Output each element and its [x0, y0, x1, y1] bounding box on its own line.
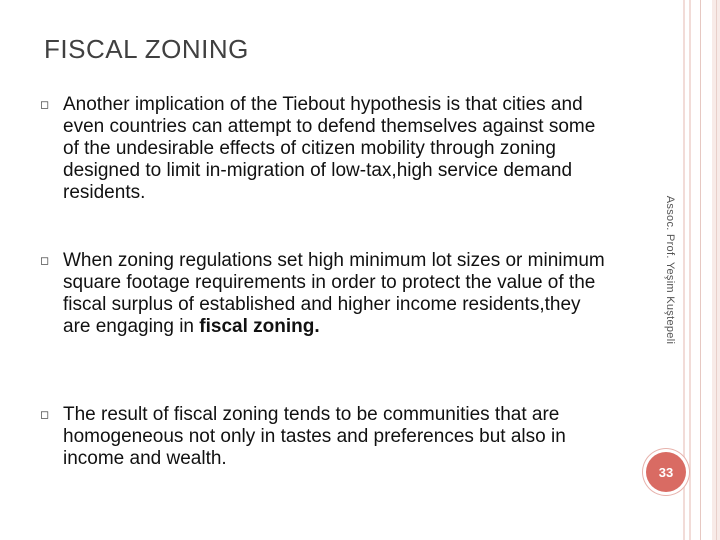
bullet-bold-term: fiscal zoning.	[199, 316, 320, 337]
slide-title: FISCAL ZONING	[44, 34, 249, 64]
decorative-border-stripe	[689, 0, 691, 540]
bullet-text	[63, 250, 610, 338]
page-number-badge	[646, 452, 686, 492]
bullet-item	[40, 94, 610, 204]
decorative-border-stripe	[716, 0, 717, 540]
square-bullet-icon: ◻	[40, 408, 50, 421]
bullet-item	[40, 250, 610, 338]
author-credit: Assoc. Prof. Yeşim Kuştepeli	[664, 195, 676, 345]
bullet-item	[40, 404, 610, 470]
bullet-text: The result of fiscal zoning tends to be communities that are homogeneous not only in tastes and preferences but also in income and wealth.	[63, 404, 566, 469]
decorative-border-stripe	[700, 0, 701, 540]
page-number: 33	[658, 464, 674, 480]
square-bullet-icon: ◻	[40, 254, 50, 267]
decorative-border-stripe	[683, 0, 685, 540]
bullet-text-part: When zoning regulations set high minimum lot sizes or minimum square footage requirements in order to protect the value of the fiscal surplus of established and higher income residents,they are engaging in	[63, 250, 605, 337]
square-bullet-icon: ◻	[40, 98, 50, 111]
bullet-text: Another implication of the Tiebout hypothesis is that cities and even countries can attempt to defend themselves against some of the undesirable effects of citizen mobility through zoning designed to limit in-migration of low-tax,high service demand residents.	[63, 94, 596, 203]
